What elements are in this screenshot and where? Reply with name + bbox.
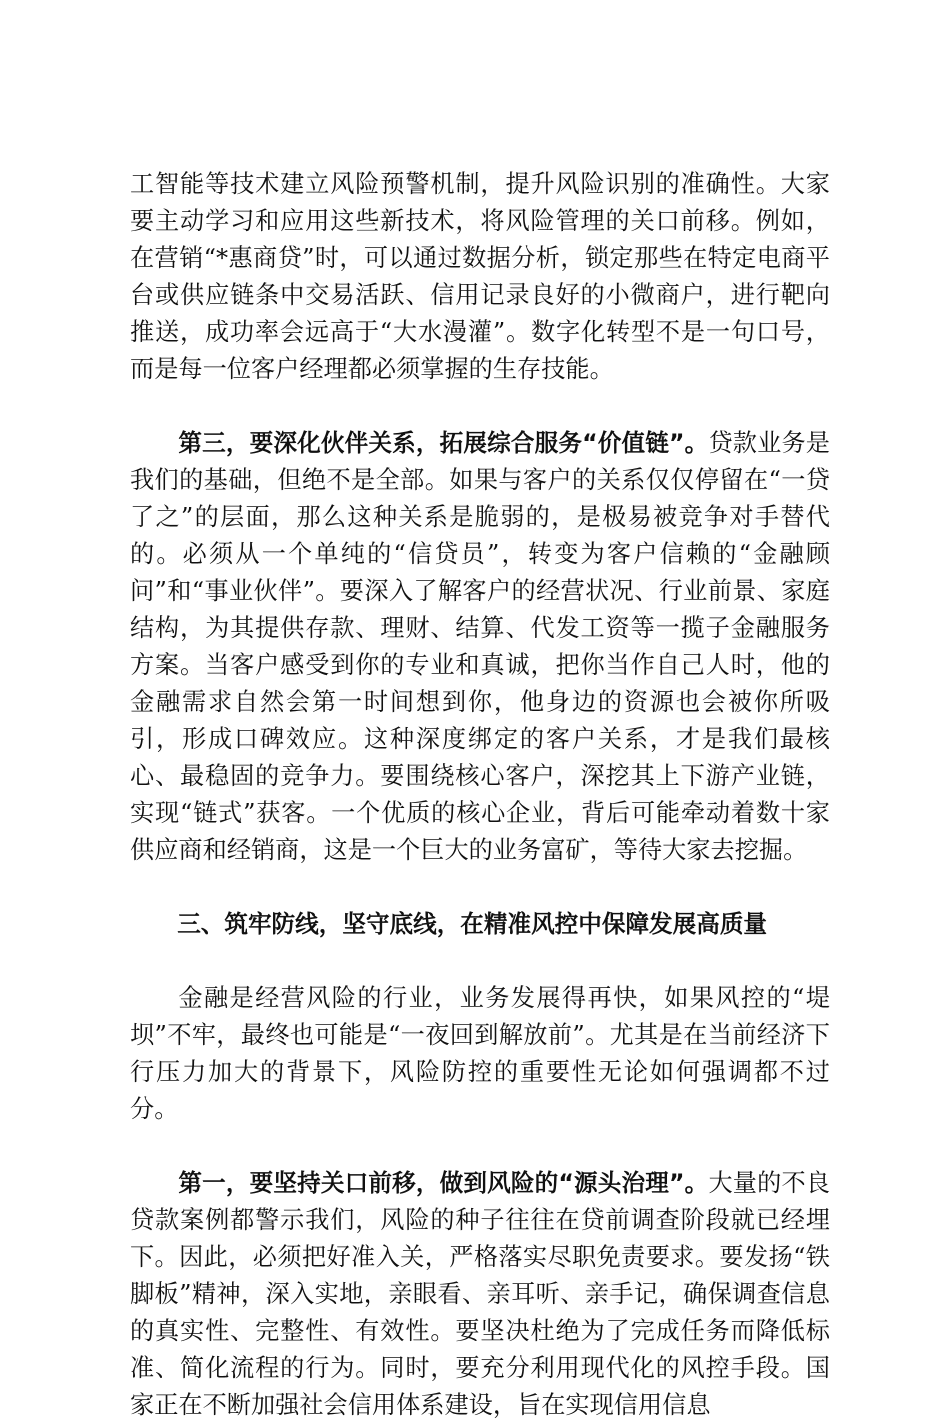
- paragraph-text: 工智能等技术建立风险预警机制，提升风险识别的准确性。大家要主动学习和应用这些新技术，将风险管理的关口前移。例如，在营销“*惠商贷”时，可以通过数据分析，锁定那些在特定电商平台或供应链条中交易活跃、信用记录良好的小微商户，进行靶向推送，成功率会远高于“大水漫灌”。数字化转型不是一句口号，而是每一位客户经理都必须掌握的生存技能。: [130, 170, 830, 383]
- paragraph-spacer: [130, 869, 830, 906]
- paragraph-text: 金融是经营风险的行业，业务发展得再快，如果风控的“堤坝”不牢，最终也可能是“一夜回到解放前”。尤其是在当前经济下行压力加大的背景下，风险防控的重要性无论如何强调都不过分。: [130, 984, 830, 1123]
- paragraph-source-governance: [130, 1165, 830, 1424]
- paragraph-partnership: [130, 425, 830, 869]
- paragraph-text: 大量的不良贷款案例都警示我们，风险的种子往往在贷前调查阶段就已经埋下。因此，必须把好准入关，严格落实尽职免责要求。要发扬“铁脚板”精神，深入实地，亲眼看、亲耳听、亲手记，确保调查信息的真实性、完整性、有效性。要坚决杜绝为了完成任务而降低标准、简化流程的行为。同时，要充分利用现代化的风控手段。国家正在不断加强社会信用体系建设，旨在实现信用信息: [130, 1169, 830, 1419]
- paragraph-spacer: [130, 388, 830, 425]
- paragraph-lead-sentence: 第三，要深化伙伴关系，拓展综合服务“价值链”。: [178, 429, 709, 457]
- paragraph-continuation: [130, 166, 830, 388]
- section-heading: 三、筑牢防线，坚守底线，在精准风控中保障发展高质量: [177, 910, 768, 938]
- paragraph-text: 贷款业务是我们的基础，但绝不是全部。如果与客户的关系仅仅停留在“一贷了之”的层面，那么这种关系是脆弱的，是极易被竞争对手替代的。必须从一个单纯的“信贷员”，转变为客户信赖的“金融顾问”和“事业伙伴”。要深入了解客户的经营状况、行业前景、家庭结构，为其提供存款、理财、结算、代发工资等一揽子金融服务方案。当客户感受到你的专业和真诚，把你当作自己人时，他的金融需求自然会第一时间想到你，他身边的资源也会被你所吸引，形成口碑效应。这种深度绑定的客户关系，才是我们最核心、最稳固的竞争力。要围绕核心客户，深挖其上下游产业链，实现“链式”获客。一个优质的核心企业，背后可能牵动着数十家供应商和经销商，这是一个巨大的业务富矿，等待大家去挖掘。: [130, 429, 830, 864]
- paragraph-spacer: [130, 1128, 830, 1165]
- paragraph-lead-sentence: 第一，要坚持关口前移，做到风险的“源头治理”。: [178, 1169, 709, 1197]
- paragraph-risk-intro: [130, 980, 830, 1128]
- paragraph-spacer: [130, 943, 830, 980]
- document-page: [130, 166, 830, 1424]
